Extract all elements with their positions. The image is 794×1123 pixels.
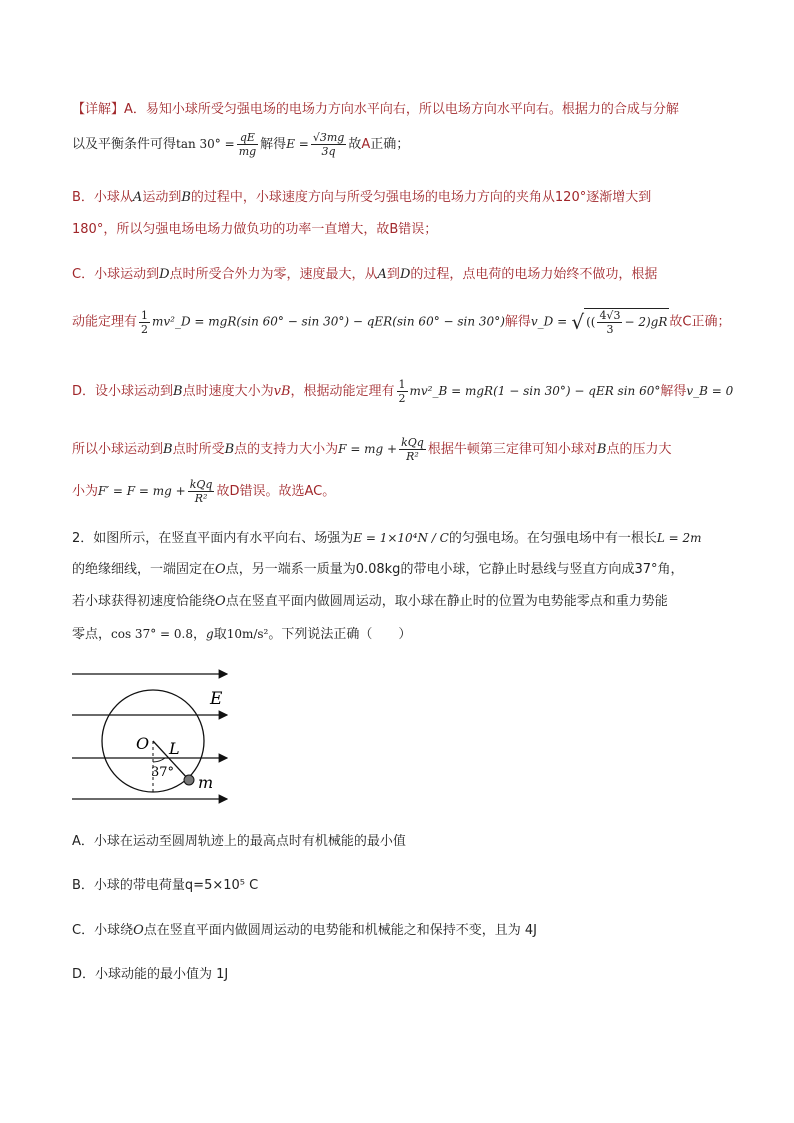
option-d-value: 1J <box>216 967 229 982</box>
option-ref-a: A <box>361 137 371 152</box>
d-solve: 解得 <box>660 384 687 399</box>
solution-a-line2 <box>72 131 409 158</box>
option-a-text: A．小球在运动至圆周轨迹上的最高点时有机械能的最小值 <box>72 834 406 849</box>
solution-c-line2 <box>72 308 730 336</box>
solution-d-line2 <box>72 436 671 463</box>
point-O: O <box>215 562 226 577</box>
tan-expression: tan 30° = <box>176 137 235 151</box>
fraction-half: $\frac{1}{2}$ <box>141 308 149 336</box>
q-text-3: 的绝缘细线，一端固定在 <box>72 562 216 577</box>
option-c-value: 4J <box>524 923 538 938</box>
d-text-3: ，根据动能定理有 <box>290 384 395 399</box>
d-text-8: 点的压力大 <box>606 442 672 457</box>
option-ref-d: D <box>229 484 240 499</box>
q-text-4: 点，另一端系一质量为 <box>225 562 356 577</box>
d-text-10: 错误。故选 <box>239 484 305 499</box>
vB: vB <box>273 384 291 399</box>
b-text-3: 的过程中，小球速度方向与所受匀强电场的电场力方向的夹角从 <box>190 190 555 205</box>
option-b-charge: q=5×10⁵ C <box>184 878 259 893</box>
point-B-d2: B <box>163 442 173 457</box>
option-c-text1: C．小球绕 <box>72 923 134 938</box>
g-symbol: g <box>206 627 214 641</box>
length-L: L = 2m <box>656 531 702 545</box>
point-A-c: A <box>377 267 387 282</box>
fraction-E-result: $\frac{√3mg}{3q}$ <box>312 131 345 158</box>
option-c-text2: 点在竖直平面内做圆周运动的电势能和机械能之和保持不变，且为 <box>143 923 521 938</box>
solution-d-line1 <box>72 378 733 405</box>
option-ref-c: C <box>682 314 692 330</box>
fraction-kQq: $\frac{\text{kQq}}{\text{R²}}$ <box>401 436 424 463</box>
d-text-7: 根据牛顿第三定律可知小球对 <box>427 442 597 457</box>
q-take: 取 <box>213 627 227 642</box>
point-B: B <box>181 190 191 205</box>
angle-37: 37° <box>634 562 658 577</box>
field-strength: E = 1×10⁴N / C <box>353 531 449 545</box>
vD-expression: v_D = <box>530 314 568 329</box>
question-line1 <box>72 528 702 549</box>
option-d-text: D．小球动能的最小值为 <box>72 967 213 982</box>
option-ref-b: B <box>389 222 399 237</box>
charged-ball <box>184 775 194 785</box>
d-text-6: 点的支持力大小为 <box>234 442 339 457</box>
b-text-1: B．小球从 <box>72 190 133 205</box>
point-B-d4: B <box>596 442 607 457</box>
field-circle-diagram <box>72 662 242 812</box>
point-D: D <box>159 267 170 282</box>
so-word: 故 <box>348 137 362 152</box>
d-text-1: D．设小球运动到 <box>72 384 174 399</box>
cos-value: cos 37° = 0.8 <box>111 627 193 641</box>
solution-d-line3 <box>72 478 335 505</box>
d-so: 故 <box>216 484 230 499</box>
q-text-5: 的带电小球，它静止时悬线与竖直方向成 <box>400 562 635 577</box>
solution-tag: 【详解】 <box>72 102 125 117</box>
option-b <box>72 876 258 896</box>
energy-equation-d: mv²_B = mgR(1 − sin 30°) − qER sin 60° <box>409 384 661 398</box>
option-d <box>72 965 228 985</box>
b-text-5: ，所以匀强电场电场力做负功的功率一直增大，故 <box>103 222 390 237</box>
c-end: 正确； <box>691 314 731 330</box>
energy-equation-c: mv²_D = mgR(sin 60° − sin 30°) − qER(sin 60° − sin 30°) <box>152 314 505 329</box>
point-O-2: O <box>215 594 226 609</box>
solution-c-line1 <box>72 265 657 285</box>
q-text-9: 零点， <box>72 627 112 642</box>
b-text-2: 运动到 <box>142 190 182 205</box>
point-B-d3: B <box>224 442 235 457</box>
q-comma: ， <box>192 627 206 642</box>
vB-result: v_B = 0 <box>686 384 734 398</box>
q-text-8: 点在竖直平面内做圆周运动，取小球在静止时的位置为电势能零点和重力势能 <box>225 594 668 609</box>
c-so: 故 <box>669 314 683 330</box>
label-L: L <box>169 739 180 758</box>
label-angle: 37° <box>151 765 175 780</box>
d-text-5: 点时所受 <box>172 442 225 457</box>
point-B-d: B <box>173 384 183 399</box>
label-m: m <box>198 773 214 792</box>
question-line3 <box>72 592 668 612</box>
option-b-text: B．小球的带电荷量 <box>72 878 185 893</box>
question-line2 <box>72 560 684 580</box>
q-text-7: 若小球获得初速度恰能绕 <box>72 594 216 609</box>
q-text-1: 2．如图所示，在竖直平面内有水平向右、场强为 <box>72 531 354 546</box>
solution-b-line1 <box>72 188 651 208</box>
c-text-1: C．小球运动到 <box>72 267 160 282</box>
angle-120: 120° <box>554 190 587 205</box>
solution-b-line2 <box>72 220 437 240</box>
label-O: O <box>136 734 150 753</box>
solution-a-line1 <box>72 100 679 120</box>
d-end: 。 <box>322 484 336 499</box>
point-A: A <box>132 190 143 205</box>
F-expression: F = mg + <box>338 442 398 456</box>
fraction-kQq-2: $\frac{\text{kQq}}{\text{R²}}$ <box>189 478 213 505</box>
answer-AC: AC <box>304 484 323 499</box>
angle-180: 180° <box>72 222 104 237</box>
sqrt-body: (( $\frac{4√3}{3}$ − 2)gR <box>586 309 668 336</box>
option-c <box>72 921 537 941</box>
point-D-c: D <box>399 267 411 282</box>
d-text-9: 小为 <box>72 484 99 499</box>
c-text-2: 点时所受合外力为零，速度最大，从 <box>169 267 378 282</box>
b-text-4: 逐渐增大到 <box>586 190 652 205</box>
solution-a-lead: 以及平衡条件可得 <box>72 137 177 152</box>
fraction-qE-mg: $\frac{qE}{mg}$ <box>238 131 257 158</box>
option-c-O: O <box>133 923 144 938</box>
c-text-5: 动能定理有 <box>72 314 138 330</box>
c-text-4: 的过程，点电荷的电场力始终不做功，根据 <box>410 267 658 282</box>
solve-word: 解得 <box>260 137 287 152</box>
q-text-2: 的匀强电场。在匀强电场中有一根长 <box>448 531 657 546</box>
c-solve: 解得 <box>504 314 531 330</box>
fraction-half-d: $\frac{1}{2}$ <box>398 378 406 405</box>
label-E: E <box>210 689 223 709</box>
E-expression: E = <box>286 137 309 151</box>
F-prime-expression: F′ = F = mg + <box>98 484 186 498</box>
correct-word: 正确； <box>370 137 410 152</box>
q-text-10: 。下列说法正确（ ） <box>268 627 412 642</box>
question-line4 <box>72 624 411 645</box>
g-value: 10m/s² <box>226 627 269 641</box>
c-text-3: 到 <box>386 267 400 282</box>
option-a <box>72 832 406 852</box>
solution-a-text: A．易知小球所受匀强电场的电场力方向水平向右，所以电场方向水平向右。根据力的合成与分解 <box>124 102 679 117</box>
mass-value: 0.08kg <box>355 562 401 577</box>
b-end: 错误； <box>398 222 438 237</box>
d-text-2: 点时速度大小为 <box>182 384 274 399</box>
q-text-6: 角， <box>657 562 684 577</box>
d-text-4: 所以小球运动到 <box>72 442 164 457</box>
sqrt-sign: √ <box>571 310 585 334</box>
